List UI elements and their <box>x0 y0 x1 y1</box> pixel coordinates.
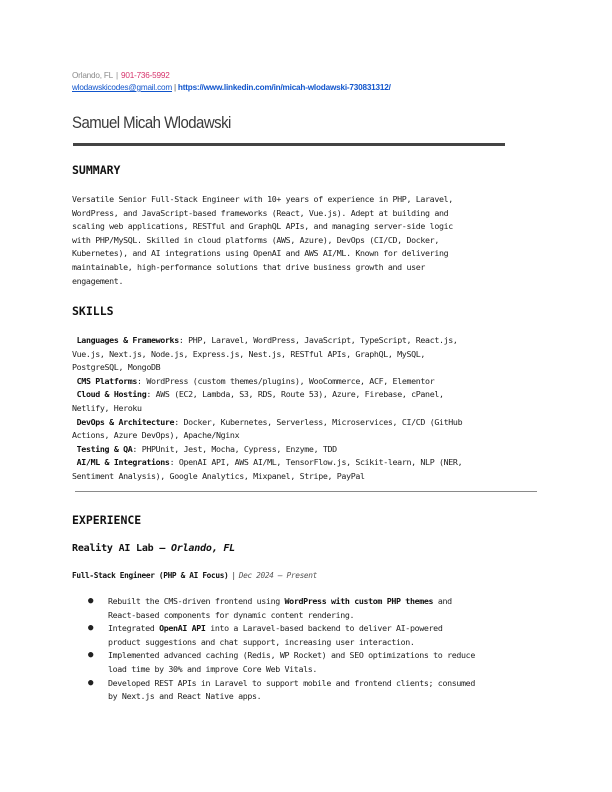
bullet-item <box>88 595 548 622</box>
job-company <box>72 543 235 554</box>
bullet-line <box>108 677 548 691</box>
linkedin-link[interactable]: https://www.linkedin.com/in/micah-wlodawski-730831312/ <box>177 83 391 92</box>
summary-text <box>72 193 542 288</box>
email-link[interactable]: wlodawskicodes@gmail.com <box>72 83 172 92</box>
contact-line-1 <box>72 71 170 80</box>
bullet-item <box>88 677 548 704</box>
skill-continuation: Netlify, Heroku <box>72 402 142 413</box>
bullet-text: Developed REST APIs in Laravel to support mobile and frontend clients; consumed <box>108 677 475 688</box>
skill-continuation: Sentiment Analysis), Google Analytics, Mixpanel, Stripe, PayPal <box>72 470 365 481</box>
bullet-icon: ● <box>88 596 94 606</box>
skill-label: Testing & QA <box>76 443 133 454</box>
bullet-item <box>88 622 548 649</box>
location: Orlando, FL <box>72 71 114 80</box>
skill-values: AWS (EC2, Lambda, S3, RDS, Route 53), Azure, Firebase, cPanel, <box>155 389 444 400</box>
bullet-line: by Next.js and React Native apps. <box>108 691 262 702</box>
section-divider <box>75 491 537 492</box>
summary-line: engagement. <box>72 275 124 286</box>
separator: | <box>231 571 236 580</box>
bullet-text: and <box>433 596 452 606</box>
bullet-line <box>108 649 548 663</box>
company-name: Reality AI Lab <box>72 543 154 554</box>
dash: – <box>153 543 171 554</box>
skill-values: PHP, Laravel, WordPress, JavaScript, TypeScript, React.js, <box>188 335 458 345</box>
summary-line: with PHP/MySQL. Skilled in cloud platforms (AWS, Azure), DevOps (CI/CD, Docker, <box>72 234 439 245</box>
bullet-line <box>108 622 548 636</box>
skill-continuation: Vue.js, Next.js, Node.js, Express.js, Nest.js, RESTful APIs, GraphQL, MySQL, <box>72 348 426 359</box>
skill-label: Cloud & Hosting <box>76 389 147 400</box>
skill-continuation: Actions, Azure DevOps), Apache/Nginx <box>72 430 240 441</box>
skill-continuation: PostgreSQL, MongoDB <box>72 362 161 373</box>
skill-languages: Languages & Frameworks: PHP, Laravel, WordPress, JavaScript, TypeScript, React.js, <box>76 335 458 345</box>
bullet-item <box>88 649 548 676</box>
summary-line: Versatile Senior Full-Stack Engineer with 10+ years of experience in PHP, Laravel, <box>72 194 453 204</box>
skill-label: AI/ML & Integrations <box>76 457 170 468</box>
separator: | <box>116 71 118 80</box>
skill-values: PHPUnit, Jest, Mocha, Cypress, Enzyme, TDD <box>141 443 337 454</box>
summary-line: scaling web applications, RESTful and GraphQL APIs, and managing server-side logic <box>72 221 453 232</box>
bullet-text: Rebuilt the CMS-driven frontend using <box>108 596 285 606</box>
candidate-name: Samuel Micah Wlodawski <box>72 113 231 132</box>
skill-label: DevOps & Architecture <box>76 416 175 427</box>
bullet-text: Implemented advanced caching (Redis, WP Rocket) and SEO optimizations to reduce <box>108 650 475 661</box>
name-divider <box>73 143 505 146</box>
summary-line: WordPress, and JavaScript-based frameworks (React, Vue.js). Adept at building and <box>72 207 449 218</box>
skills-heading: SKILLS <box>72 304 114 318</box>
skill-testing: Testing & QA: PHPUnit, Jest, Mocha, Cypress, Enzyme, TDD <box>76 443 337 454</box>
bullet-line: product suggestions and chat support, increasing user interaction. <box>108 636 415 647</box>
job-role-line <box>72 571 317 580</box>
bullet-line: load time by 30% and improve Core Web Vitals. <box>108 663 318 674</box>
skill-values: Docker, Kubernetes, Serverless, Microservices, CI/CD (GitHub <box>183 416 463 427</box>
skill-values: OpenAI API, AWS AI/ML, TensorFlow.js, Scikit-learn, NLP (NER, <box>178 457 463 468</box>
bullet-line <box>108 595 548 609</box>
summary-heading: SUMMARY <box>72 163 121 177</box>
skill-label: Languages & Frameworks <box>76 335 179 345</box>
bullet-text: into a Laravel-based backend to deliver AI-powered <box>205 623 443 634</box>
contact-line-2 <box>72 83 391 92</box>
job-bullets <box>88 595 548 704</box>
skill-label: CMS Platforms <box>76 375 138 386</box>
bullet-highlight: WordPress with custom PHP themes <box>284 596 434 606</box>
bullet-text: Integrated <box>108 623 160 634</box>
bullet-icon: ● <box>88 650 94 661</box>
bullet-line: React-based components for dynamic content rendering. <box>108 609 355 620</box>
skill-values: WordPress (custom themes/plugins), WooCommerce, ACF, Elementor <box>146 375 435 386</box>
experience-heading: EXPERIENCE <box>72 513 142 527</box>
phone-number[interactable]: 901-736-5992 <box>120 71 170 80</box>
skill-aiml: AI/ML & Integrations: OpenAI API, AWS AI/ML, TensorFlow.js, Scikit-learn, NLP (NER, <box>76 457 463 468</box>
bullet-icon: ● <box>88 623 94 634</box>
bullet-highlight: OpenAI API <box>159 623 206 634</box>
skill-cms: CMS Platforms: WordPress (custom themes/plugins), WooCommerce, ACF, Elementor <box>76 375 435 386</box>
summary-line: maintainable, high-performance solutions that drive business growth and user <box>72 261 426 272</box>
separator: | <box>173 83 176 92</box>
skill-cloud: Cloud & Hosting: AWS (EC2, Lambda, S3, RDS, Route 53), Azure, Firebase, cPanel, <box>76 389 444 400</box>
skills-list <box>72 334 542 484</box>
job-dates: Dec 2024 – Present <box>238 571 317 580</box>
bullet-icon: ● <box>88 677 94 688</box>
job-title: Full-Stack Engineer (PHP & AI Focus) <box>72 571 229 580</box>
summary-line: Kubernetes), and AI integrations using OpenAI and AWS AI/ML. Known for delivering <box>72 248 449 259</box>
skill-devops: DevOps & Architecture: Docker, Kubernetes, Serverless, Microservices, CI/CD (GitHub <box>76 416 463 427</box>
company-location: Orlando, FL <box>170 543 235 554</box>
